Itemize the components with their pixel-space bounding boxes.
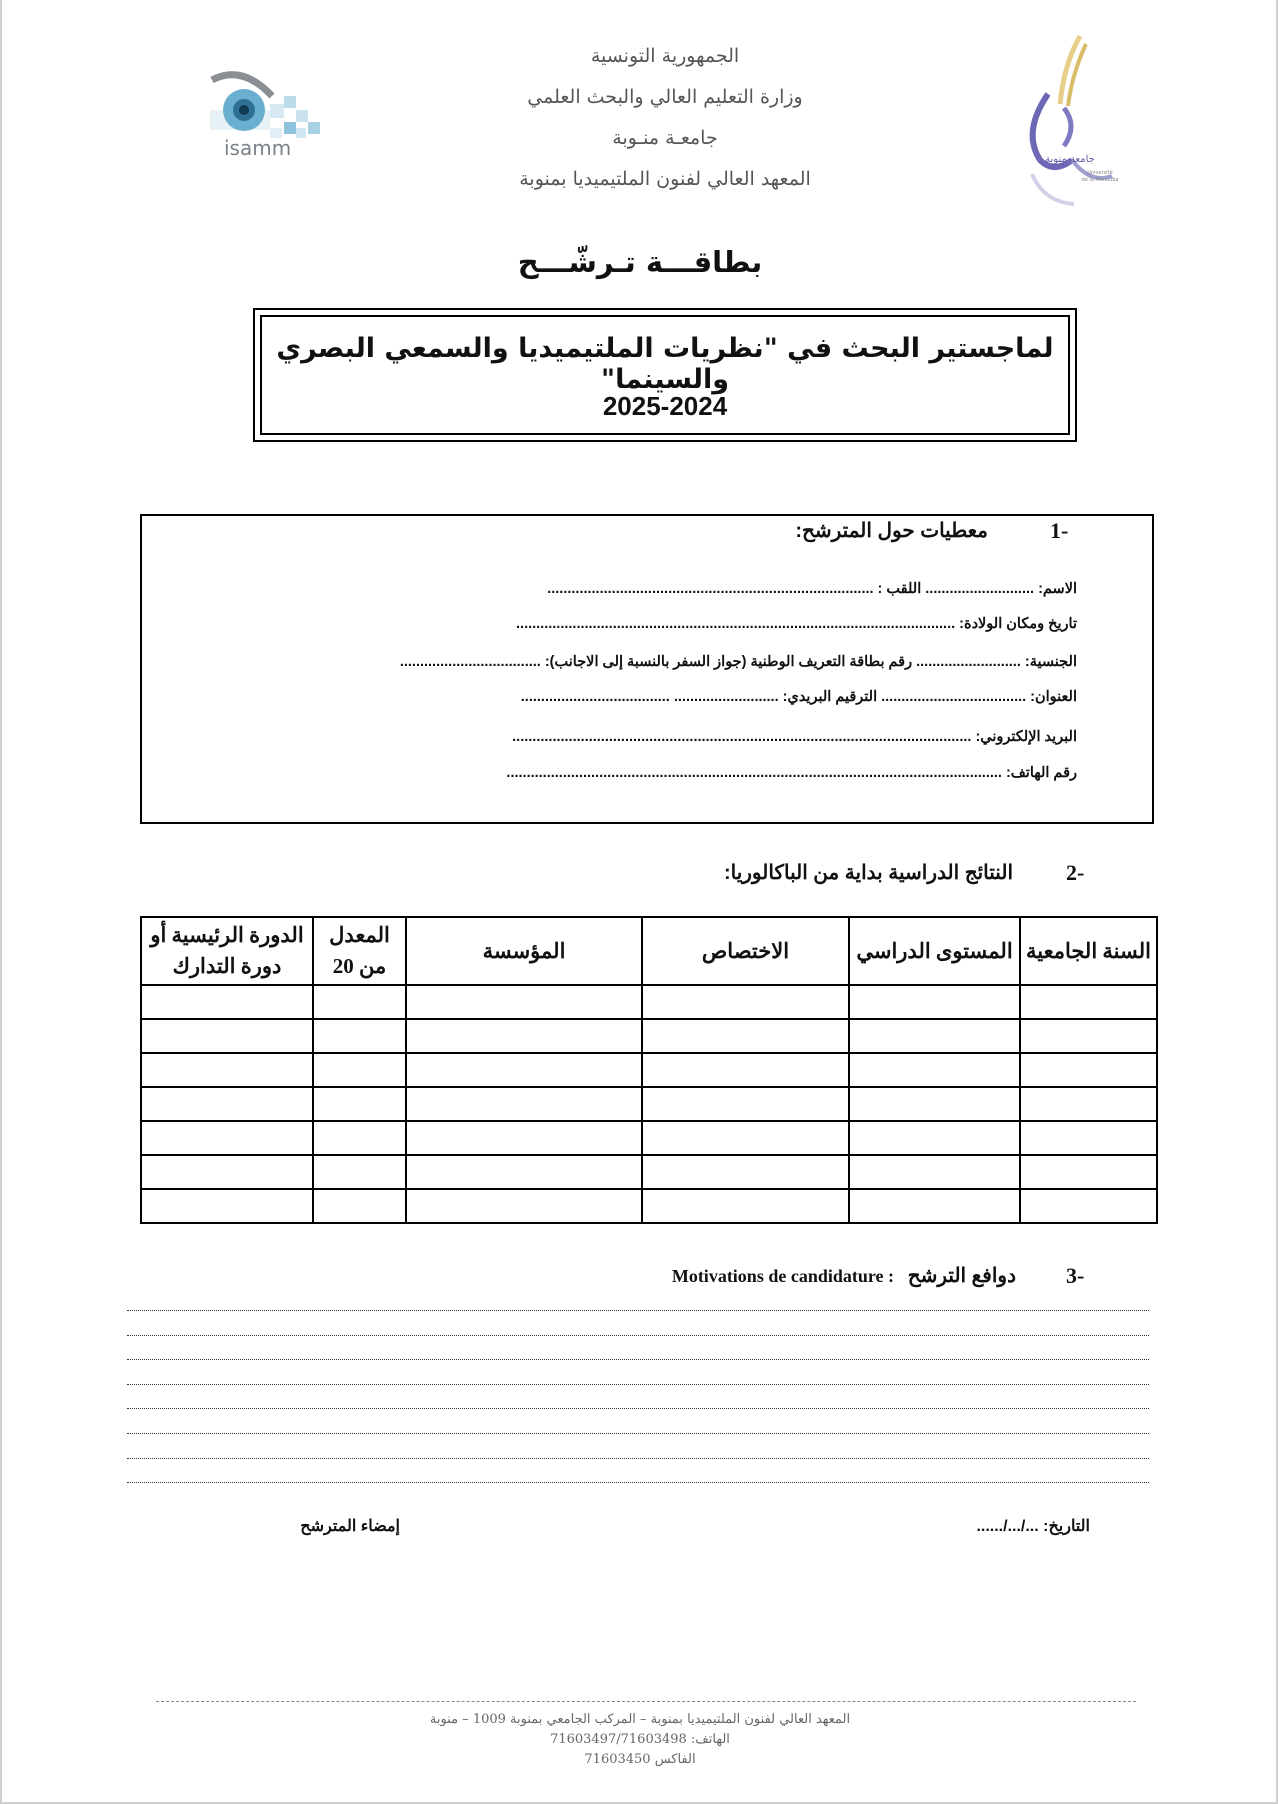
birth-date-place-field[interactable]: تاريخ ومكان الولادة: ............................................................................................................. xyxy=(516,616,1077,632)
table-cell[interactable] xyxy=(406,1087,642,1121)
institution-header xyxy=(450,36,880,200)
table-cell[interactable] xyxy=(141,1019,313,1053)
table-cell[interactable] xyxy=(849,1053,1020,1087)
page-edge xyxy=(0,0,2,1804)
table-cell[interactable] xyxy=(406,1189,642,1223)
table-cell[interactable] xyxy=(642,1087,849,1121)
table-cell[interactable] xyxy=(406,1019,642,1053)
table-cell[interactable] xyxy=(1020,1019,1157,1053)
column-header: السنة الجامعية xyxy=(1020,917,1157,985)
email-field[interactable]: البريد الإلكتروني: .................................................................................................................. xyxy=(512,729,1077,745)
manouba-university-logo xyxy=(1020,34,1120,214)
table-cell[interactable] xyxy=(141,985,313,1019)
table-cell[interactable] xyxy=(1020,1053,1157,1087)
motivation-line[interactable] xyxy=(127,1408,1149,1409)
section-number: 2- xyxy=(1066,860,1085,885)
table-row xyxy=(141,1189,1157,1223)
motivation-line[interactable] xyxy=(127,1433,1149,1434)
motivation-line[interactable] xyxy=(127,1335,1149,1336)
section-title: النتائج الدراسية بداية من الباكالوريا: xyxy=(723,862,1013,884)
table-cell[interactable] xyxy=(642,1155,849,1189)
table-cell[interactable] xyxy=(406,1155,642,1189)
footer-fax: الفاكس 71603450 xyxy=(584,1752,696,1767)
table-cell[interactable] xyxy=(313,1053,406,1087)
isamm-logo-text: isamm xyxy=(224,136,292,160)
table-cell[interactable] xyxy=(642,1019,849,1053)
footer-address: المعهد العالي لفنون الملتيميديا بمنوبة – المركب الجامعي بمنوبة 1009 – منوبة xyxy=(429,1712,851,1727)
motivation-line[interactable] xyxy=(127,1458,1149,1459)
table-cell[interactable] xyxy=(642,1053,849,1087)
table-cell[interactable] xyxy=(406,1121,642,1155)
table-row xyxy=(141,1087,1157,1121)
program-box xyxy=(253,308,1077,442)
table-cell[interactable] xyxy=(313,1121,406,1155)
program-title: لماجستير البحث في "نظريات الملتيميديا والسمعي البصري والسينما" xyxy=(276,333,1054,395)
section-number: 1- xyxy=(1050,518,1069,543)
table-cell[interactable] xyxy=(406,1053,642,1087)
table-cell[interactable] xyxy=(1020,1121,1157,1155)
table-cell[interactable] xyxy=(642,1121,849,1155)
table-cell[interactable] xyxy=(141,1189,313,1223)
table-cell[interactable] xyxy=(313,1155,406,1189)
table-row xyxy=(141,1019,1157,1053)
footer-phone: الهاتف: 71603497/71603498 xyxy=(550,1732,730,1747)
table-row xyxy=(141,985,1157,1019)
card-title: بطاقـــة تـرشّـــح xyxy=(517,245,763,279)
table-cell[interactable] xyxy=(849,1189,1020,1223)
section-title-french: Motivations de candidature : xyxy=(671,1266,894,1286)
table-cell[interactable] xyxy=(141,1155,313,1189)
table-cell[interactable] xyxy=(141,1087,313,1121)
manouba-logo-text: جامعة منوبة xyxy=(1045,154,1095,165)
table-cell[interactable] xyxy=(849,1155,1020,1189)
header-line: المعهد العالي لفنون الملتيميديا بمنوبة xyxy=(519,168,811,190)
column-header: الدورة الرئيسية أو دورة التدارك xyxy=(141,917,313,985)
table-row xyxy=(141,1053,1157,1087)
table-row xyxy=(141,1155,1157,1189)
nationality-id-field[interactable]: الجنسية: .......................... رقم بطاقة التعريف الوطنية (جواز السفر بالنسبة إلى الاجانب): ................................... xyxy=(399,654,1077,670)
header-line: جامعـة منـوبة xyxy=(612,127,718,149)
address-postal-field[interactable]: العنوان: .................................... الترقيم البريدي: .......................... ..................................... xyxy=(520,689,1077,705)
signature-label: إمضاء المترشح xyxy=(300,1518,400,1535)
manouba-logo-text: Université xyxy=(1087,170,1113,176)
phone-field[interactable]: رقم الهاتف: ........................................................................................................................... xyxy=(506,765,1077,781)
table-cell[interactable] xyxy=(849,985,1020,1019)
program-box-inner xyxy=(260,315,1070,435)
section-title: معطيات حول المترشح: xyxy=(795,520,988,542)
table-cell[interactable] xyxy=(141,1121,313,1155)
motivation-line[interactable] xyxy=(127,1310,1149,1311)
program-year: 2025-2024 xyxy=(602,391,728,421)
table-row xyxy=(141,1121,1157,1155)
table-cell[interactable] xyxy=(642,985,849,1019)
table-cell[interactable] xyxy=(141,1053,313,1087)
column-header: المؤسسة xyxy=(406,917,642,985)
table-cell[interactable] xyxy=(313,1087,406,1121)
table-cell[interactable] xyxy=(1020,1087,1157,1121)
column-header: الاختصاص xyxy=(642,917,849,985)
manouba-logo-text: de la Manouba xyxy=(1081,177,1119,183)
table-cell[interactable] xyxy=(1020,1189,1157,1223)
date-label: التاريخ: .../.../...... xyxy=(976,1518,1090,1535)
column-header: المستوى الدراسي xyxy=(849,917,1020,985)
table-cell[interactable] xyxy=(313,1019,406,1053)
table-header-row xyxy=(141,917,1157,985)
academic-results-table xyxy=(140,916,1158,1224)
table-cell[interactable] xyxy=(313,985,406,1019)
table-cell[interactable] xyxy=(849,1087,1020,1121)
table-cell[interactable] xyxy=(1020,985,1157,1019)
table-cell[interactable] xyxy=(642,1189,849,1223)
header-line: وزارة التعليم العالي والبحث العلمي xyxy=(527,86,803,108)
motivation-line[interactable] xyxy=(127,1482,1149,1483)
isamm-logo xyxy=(210,66,335,161)
footer-divider xyxy=(156,1701,1136,1702)
column-header: المعدل من 20 xyxy=(313,917,406,985)
section-number: 3- xyxy=(1066,1263,1085,1288)
motivation-line[interactable] xyxy=(127,1384,1149,1385)
header-line: الجمهورية التونسية xyxy=(590,45,740,67)
table-cell[interactable] xyxy=(849,1121,1020,1155)
motivation-line[interactable] xyxy=(127,1359,1149,1360)
table-cell[interactable] xyxy=(406,985,642,1019)
table-cell[interactable] xyxy=(313,1189,406,1223)
name-field[interactable]: الاسم: ........................... اللقب : ................................................................................. xyxy=(547,581,1077,597)
table-cell[interactable] xyxy=(1020,1155,1157,1189)
table-cell[interactable] xyxy=(849,1019,1020,1053)
section-title: دوافع الترشح xyxy=(907,1265,1016,1287)
